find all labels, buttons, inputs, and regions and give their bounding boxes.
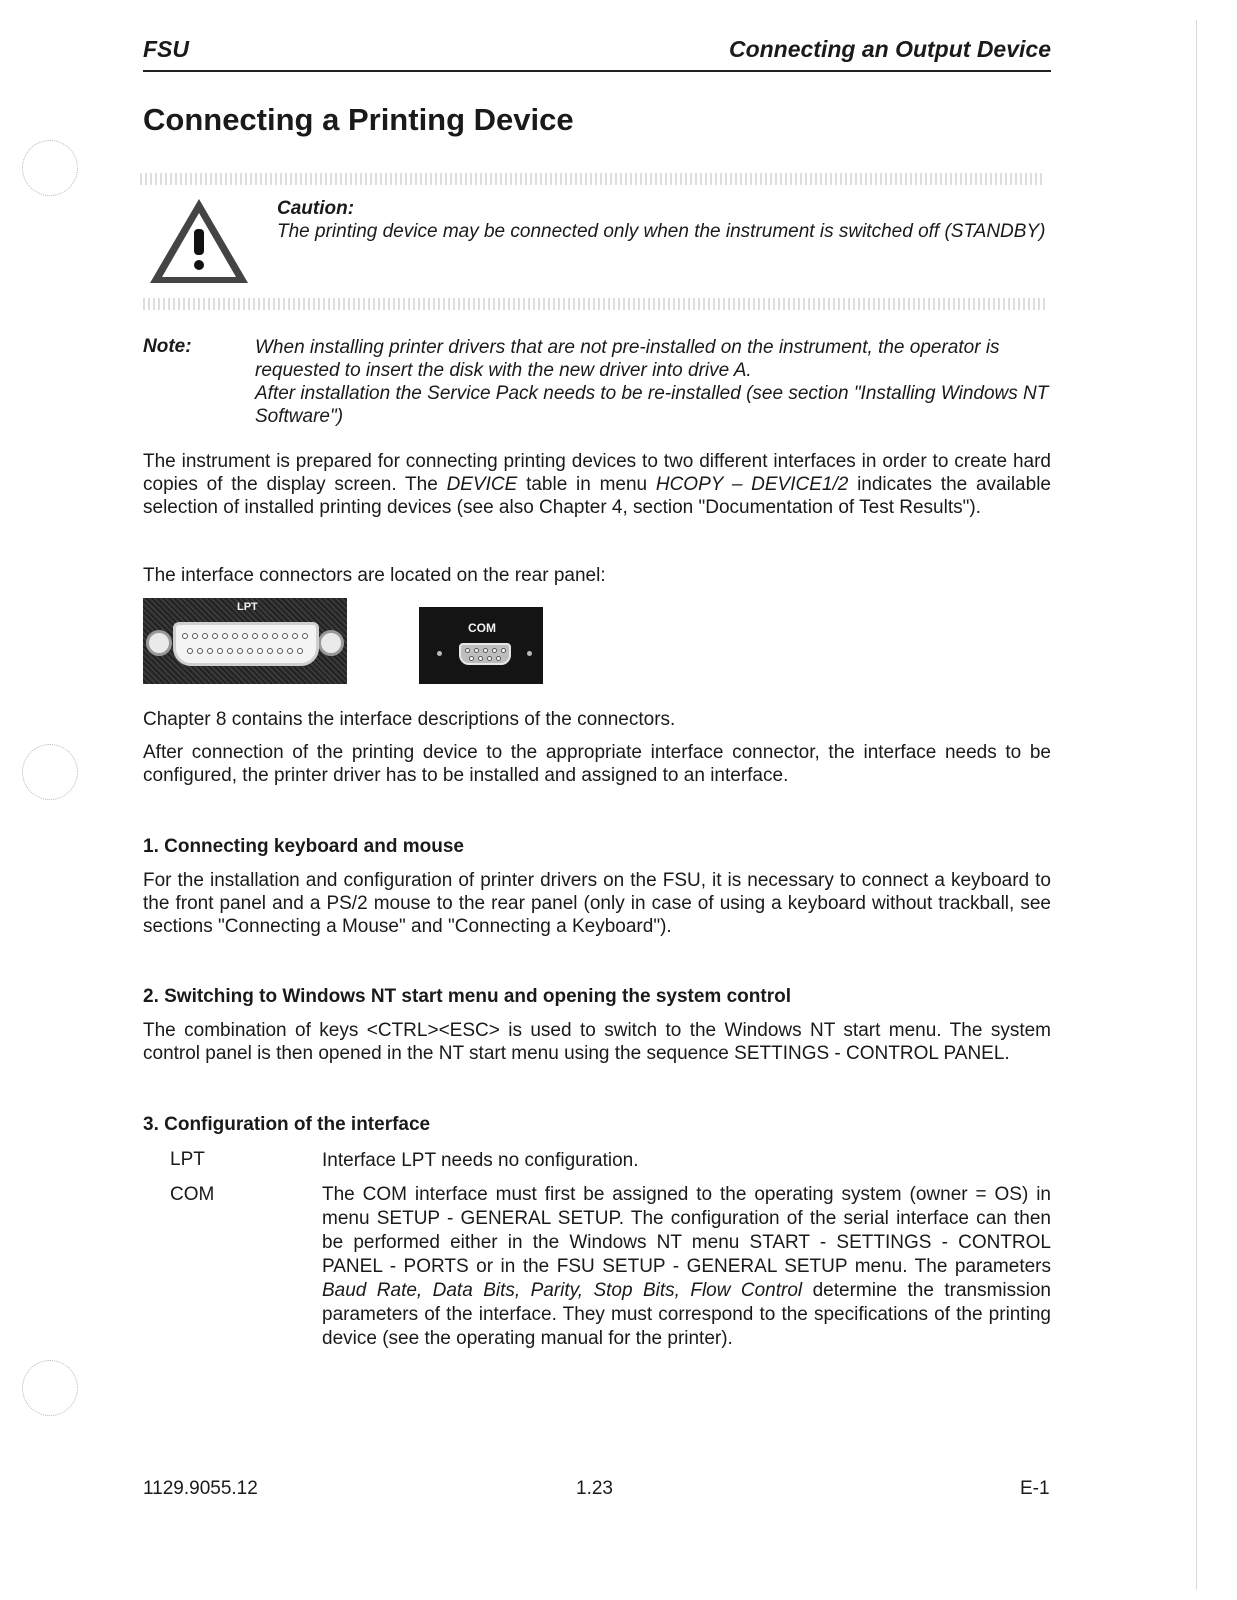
punch-hole-middle	[22, 744, 78, 800]
lpt-pin	[192, 633, 198, 639]
com-definition-text-1: The COM interface must first be assigned to the operating system (owner = OS) in menu SETUP - GENERAL SETUP. The configuration of the serial interface can then be performed either in the Windows NT menu START - SETTINGS - CONTROL PANEL - PORTS or in the FSU SETUP - GENERAL SETUP menu. The parameters	[322, 1184, 1051, 1277]
lpt-pin	[292, 633, 298, 639]
caution-text: The printing device may be connected only when the instrument is switched off (STANDBY)	[277, 221, 1046, 242]
footer-page-number: 1.23	[576, 1478, 613, 1499]
lpt-pin	[287, 648, 293, 654]
lpt-pin	[242, 633, 248, 639]
com-screw-right	[527, 651, 532, 656]
com-port-icon	[459, 643, 511, 665]
com-pin	[465, 648, 470, 653]
com-pin	[483, 648, 488, 653]
com-definition	[322, 1183, 1051, 1351]
com-pin	[496, 656, 501, 661]
lpt-pin	[232, 633, 238, 639]
com-screw-left	[437, 651, 442, 656]
scan-noise-line	[140, 173, 1045, 185]
lpt-pin	[272, 633, 278, 639]
lpt-pin	[277, 648, 283, 654]
note-line-2: After installation the Service Pack needs to be re-installed (see section "Installing Windows NT Software")	[255, 383, 1049, 427]
com-connector-label: COM	[468, 621, 496, 635]
page-title: Connecting a Printing Device	[143, 102, 574, 137]
intro-paragraph	[143, 450, 1051, 519]
header-chapter: Connecting an Output Device	[728, 36, 1051, 62]
lpt-pin	[237, 648, 243, 654]
caution-label: Caution:	[277, 198, 355, 219]
section2-heading: 2. Switching to Windows NT start menu and opening the system control	[143, 986, 791, 1007]
lpt-connector-label: LPT	[237, 601, 258, 613]
section3-heading: 3. Configuration of the interface	[143, 1114, 431, 1135]
scan-noise-line-2	[143, 298, 1048, 310]
com-pin	[478, 656, 483, 661]
connectors-intro: The interface connectors are located on the rear panel:	[143, 565, 606, 586]
page-header	[143, 34, 1051, 72]
com-pin	[501, 648, 506, 653]
warning-triangle-icon	[148, 197, 250, 287]
lpt-screw-left	[146, 630, 172, 656]
com-term: COM	[170, 1184, 215, 1205]
punch-hole-bottom	[22, 1360, 78, 1416]
lpt-pin	[182, 633, 188, 639]
com-parameters: Baud Rate, Data Bits, Parity, Stop Bits, Flow Control	[322, 1280, 803, 1301]
intro-text-1: The instrument is prepared for connecting printing devices to two different interfaces in order to create hard copies of the display screen. The	[143, 451, 1051, 495]
footer-doc-number: 1129.9055.12	[143, 1478, 258, 1499]
com-definition-text-2: determine the transmission parameters of the interface. They must correspond to the specifications of the printing device (see the operating manual for the printer).	[322, 1280, 1051, 1349]
lpt-pin	[217, 648, 223, 654]
lpt-pin	[297, 648, 303, 654]
after-connection-paragraph: After connection of the printing device to the appropriate interface connector, the interface needs to be configured, the printer driver has to be installed and assigned to an interface.	[143, 742, 1051, 786]
section1-heading: 1. Connecting keyboard and mouse	[143, 836, 464, 857]
section1-body: For the installation and configuration of printer drivers on the FSU, it is necessary to connect a keyboard to the front panel and a PS/2 mouse to the rear panel (only in case of using a keyboard without trackball, see sections "Connecting a Mouse" and "Connecting a Keyboard").	[143, 870, 1051, 937]
com-pin	[469, 656, 474, 661]
lpt-screw-right	[318, 630, 344, 656]
com-pin	[492, 648, 497, 653]
lpt-pin	[187, 648, 193, 654]
lpt-pin	[202, 633, 208, 639]
com-pin	[474, 648, 479, 653]
intro-menu-term: HCOPY – DEVICE1/2	[655, 474, 849, 495]
header-product: FSU	[143, 36, 189, 62]
lpt-pin	[252, 633, 258, 639]
lpt-connector-image	[143, 598, 347, 684]
punch-hole-top	[22, 140, 78, 196]
lpt-pin	[212, 633, 218, 639]
footer-edition: E-1	[1020, 1478, 1050, 1499]
com-connector-image	[419, 607, 543, 684]
note-line-1: When installing printer drivers that are not pre-installed on the instrument, the operator is requested to insert the disk with the new driver into drive A.	[255, 337, 1000, 381]
lpt-pin	[207, 648, 213, 654]
lpt-pin	[262, 633, 268, 639]
lpt-pin	[267, 648, 273, 654]
intro-text-2: table in menu	[517, 474, 656, 495]
intro-device-term: DEVICE	[446, 474, 518, 495]
lpt-port-icon	[173, 622, 319, 666]
lpt-definition: Interface LPT needs no configuration.	[322, 1150, 639, 1171]
lpt-pin	[197, 648, 203, 654]
lpt-pin	[222, 633, 228, 639]
lpt-pin	[227, 648, 233, 654]
lpt-term: LPT	[170, 1149, 205, 1170]
note-label: Note:	[143, 336, 192, 357]
com-pin	[487, 656, 492, 661]
lpt-pin	[302, 633, 308, 639]
lpt-pin	[247, 648, 253, 654]
note-text	[255, 336, 1052, 428]
section2-body: The combination of keys <CTRL><ESC> is used to switch to the Windows NT start menu. The system control panel is then opened in the NT start menu using the sequence SETTINGS - CONTROL PANEL.	[143, 1020, 1051, 1064]
chapter8-paragraph: Chapter 8 contains the interface descriptions of the connectors.	[143, 709, 676, 730]
lpt-pin	[282, 633, 288, 639]
intro-text-3: indicates the available selection of installed printing devices (see also Chapter 4, section "Documentation of Test Results").	[143, 474, 1051, 518]
lpt-pin	[257, 648, 263, 654]
page-edge-line	[1196, 20, 1197, 1590]
